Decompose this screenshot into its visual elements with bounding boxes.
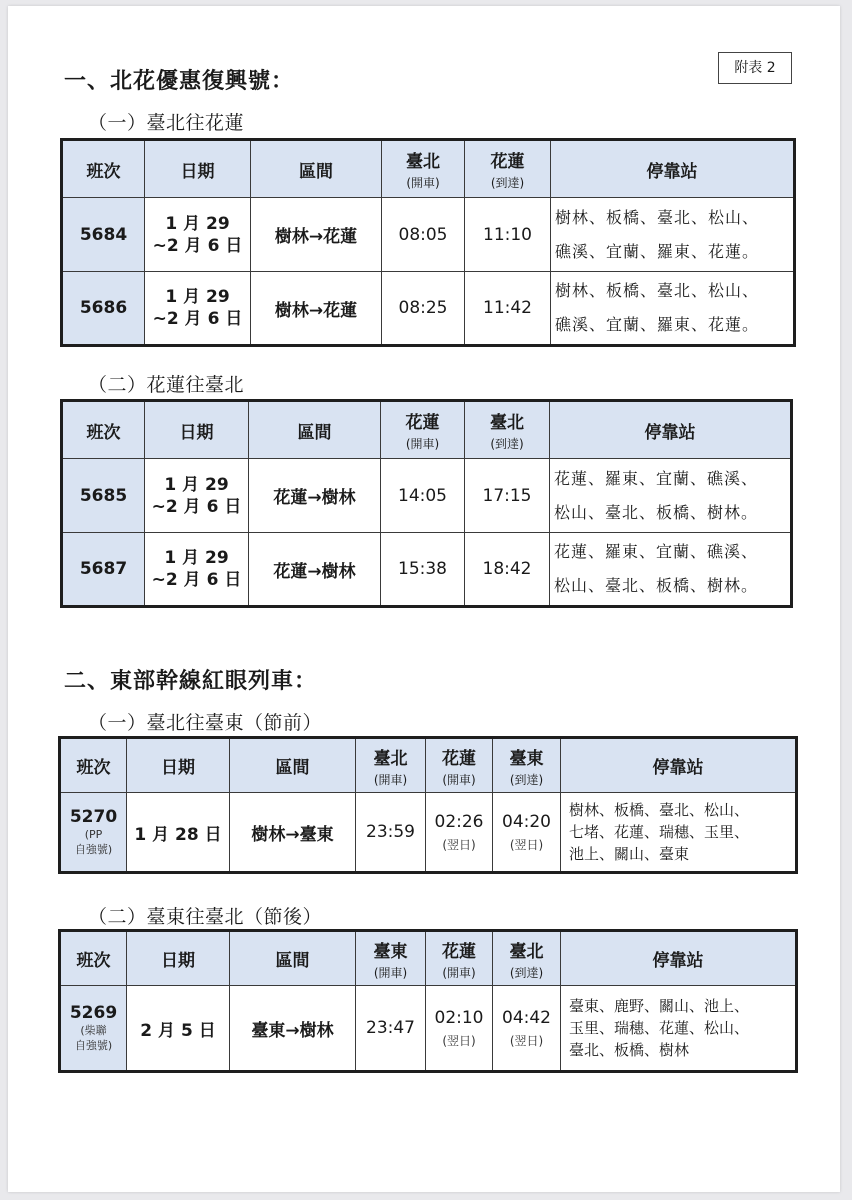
arr-time: 11:42 [465,272,551,346]
header-dep: 臺北 (開車) [382,140,465,198]
time-2: 02:10 (翌日) [426,986,493,1072]
header-route: 區間 [230,931,356,986]
header-route: 區間 [251,140,382,198]
table-taipei-to-hualien [60,138,796,347]
time-2: 02:26 (翌日) [426,793,493,873]
route-cell: 樹林→花蓮 [251,272,382,346]
train-no: 5686 [62,272,145,346]
header-stops: 停靠站 [561,931,797,986]
route-cell: 花蓮→樹林 [249,533,381,607]
date-cell: 1 月 28 日 [127,793,230,873]
date-cell: 1 月 29 ~2 月 6 日 [145,533,249,607]
table2-subtitle: （二）花蓮往臺北 [88,374,245,396]
route-cell: 樹林→臺東 [230,793,356,873]
table-row [62,272,795,346]
route-cell: 花蓮→樹林 [249,459,381,533]
table-hualien-to-taipei [60,399,793,608]
stops-cell: 樹林、板橋、臺北、松山、 礁溪、宜蘭、羅東、花蓮。 [551,198,795,272]
header-dep: 花蓮 (開車) [381,401,465,459]
table-header-row [60,931,797,986]
section2-title: 二、東部幹線紅眼列車： [64,669,318,694]
table-header-row [62,140,795,198]
date-cell: 1 月 29 ~2 月 6 日 [145,198,251,272]
header-no: 班次 [62,140,145,198]
appendix-badge: 附表 2 [718,52,792,84]
time-3: 04:20 (翌日) [493,793,561,873]
date-cell: 1 月 29 ~2 月 6 日 [145,272,251,346]
header-date: 日期 [145,140,251,198]
table-row [62,533,792,607]
header-date: 日期 [127,738,230,793]
arr-time: 17:15 [465,459,550,533]
train-no: 5687 [62,533,145,607]
header-no: 班次 [62,401,145,459]
table-row [62,459,792,533]
table1-subtitle: （一）臺北往花蓮 [88,112,245,134]
table3-subtitle: （一）臺北往臺東（節前） [88,712,323,734]
dep-time: 15:38 [381,533,465,607]
header-route: 區間 [249,401,381,459]
table-header-row [62,401,792,459]
stops-cell: 花蓮、羅東、宜蘭、礁溪、 松山、臺北、板橋、樹林。 [550,533,792,607]
route-cell: 樹林→花蓮 [251,198,382,272]
train-no: 5270 (PP 自強號) [60,793,127,873]
stops-cell: 臺東、鹿野、關山、池上、 玉里、瑞穗、花蓮、松山、 臺北、板橋、樹林 [561,986,797,1072]
header-arr: 臺北 (到達) [465,401,550,459]
date-cell: 1 月 29 ~2 月 6 日 [145,459,249,533]
header-stops: 停靠站 [551,140,795,198]
train-no: 5684 [62,198,145,272]
train-no: 5685 [62,459,145,533]
header-c2: 花蓮 (開車) [426,738,493,793]
train-no: 5269 (柴聯 自強號) [60,986,127,1072]
table-taipei-to-taitung [58,736,798,874]
dep-time: 14:05 [381,459,465,533]
header-c1: 臺東 (開車) [356,931,426,986]
time-3: 04:42 (翌日) [493,986,561,1072]
stops-cell: 樹林、板橋、臺北、松山、 七堵、花蓮、瑞穗、玉里、 池上、關山、臺東 [561,793,797,873]
time-1: 23:47 [356,986,426,1072]
header-date: 日期 [127,931,230,986]
document-page [8,6,840,1192]
header-c3: 臺北 (到達) [493,931,561,986]
header-c3: 臺東 (到達) [493,738,561,793]
header-no: 班次 [60,931,127,986]
header-date: 日期 [145,401,249,459]
table-row [60,986,797,1072]
table-row [60,793,797,873]
time-1: 23:59 [356,793,426,873]
header-c2: 花蓮 (開車) [426,931,493,986]
arr-time: 18:42 [465,533,550,607]
table-header-row [60,738,797,793]
table-row [62,198,795,272]
header-c1: 臺北 (開車) [356,738,426,793]
header-stops: 停靠站 [561,738,797,793]
table4-subtitle: （二）臺東往臺北（節後） [88,906,323,928]
arr-time: 11:10 [465,198,551,272]
header-stops: 停靠站 [550,401,792,459]
table-taitung-to-taipei [58,929,798,1073]
header-arr: 花蓮 (到達) [465,140,551,198]
stops-cell: 花蓮、羅東、宜蘭、礁溪、 松山、臺北、板橋、樹林。 [550,459,792,533]
section1-title: 一、北花優惠復興號： [64,69,295,94]
date-cell: 2 月 5 日 [127,986,230,1072]
stops-cell: 樹林、板橋、臺北、松山、 礁溪、宜蘭、羅東、花蓮。 [551,272,795,346]
route-cell: 臺東→樹林 [230,986,356,1072]
header-route: 區間 [230,738,356,793]
dep-time: 08:25 [382,272,465,346]
header-no: 班次 [60,738,127,793]
dep-time: 08:05 [382,198,465,272]
